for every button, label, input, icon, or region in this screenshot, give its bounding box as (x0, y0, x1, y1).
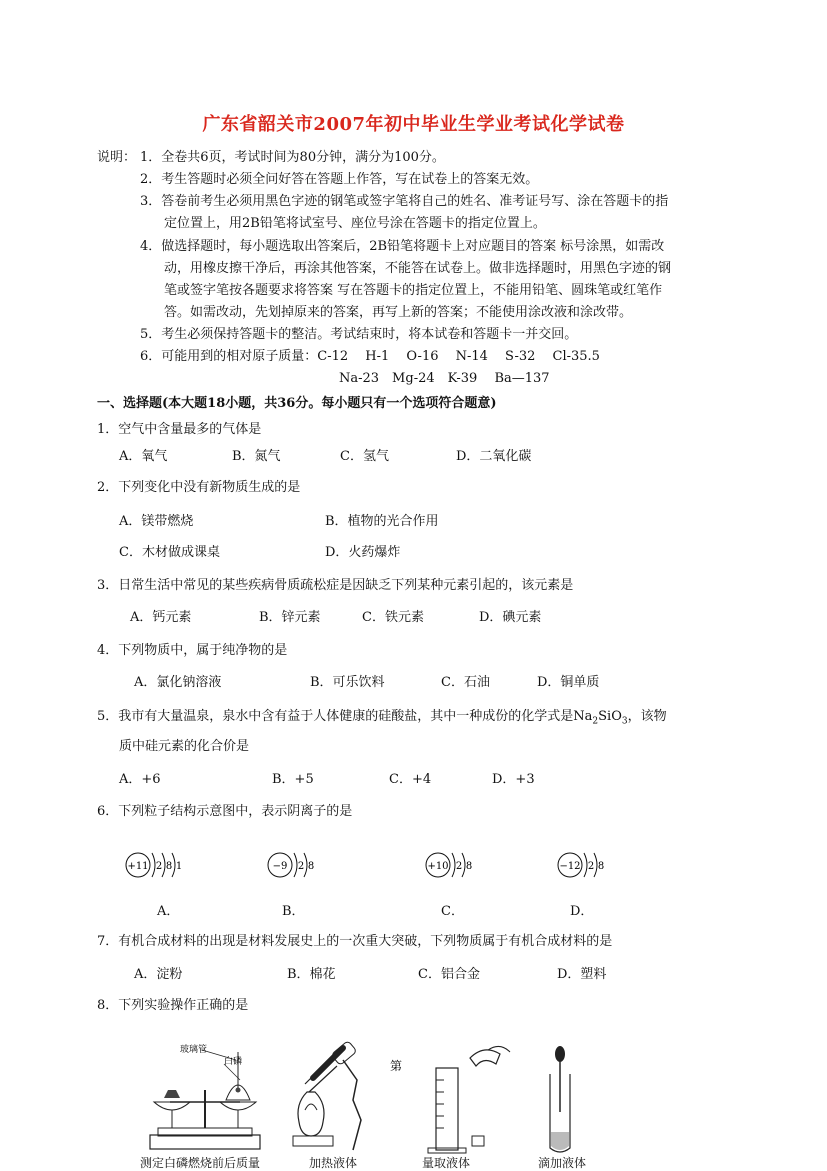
option-b: B．锌元素 (259, 610, 321, 625)
instruction-line: 5．考生必须保持答题卡的整洁。考试结束时，将本试卷和答题卡一并交回。 (140, 327, 578, 342)
question-stem: 1．空气中含量最多的气体是 (97, 422, 262, 437)
shell-electrons: 1 (175, 861, 183, 872)
nucleus-charge: +11 (127, 861, 149, 872)
atom-structure-diagram (264, 845, 344, 885)
question-stem: 6．下列粒子结构示意图中，表示阴离子的是 (97, 804, 353, 819)
figure-caption: 加热液体 (309, 1156, 358, 1170)
section-heading: 一、选择题(本大题18小题，共36分。每小题只有一个选项符合题意) (97, 396, 497, 411)
white-phosphorus-label: 白磷 (224, 1057, 243, 1067)
option-b: B．可乐饮料 (310, 675, 385, 690)
atom-structure-diagram (422, 845, 502, 885)
nucleus-charge: −9 (272, 861, 288, 872)
shell-electrons: 8 (597, 861, 605, 872)
option-a: A．+6 (119, 772, 161, 787)
shell-electrons: 8 (465, 861, 473, 872)
overlap-text: 第 (390, 1059, 403, 1073)
option-c: C．铝合金 (418, 967, 480, 982)
option-c: C．+4 (389, 772, 432, 787)
instruction-line: 4．做选择题时，每小题选取出答案后，2B铅笔将题卡上对应题目的答案 标号涂黑，如需改 (140, 239, 665, 254)
balance-diagram (140, 1040, 270, 1170)
shell-electrons: 8 (165, 861, 173, 872)
option-d: D．+3 (492, 772, 535, 787)
page-title: 广东省韶关市2007年初中毕业生学业考试化学试卷 (202, 114, 625, 135)
question-stem-continued: 质中硅元素的化合价是 (119, 739, 250, 754)
option-a: A．氯化钠溶液 (134, 675, 222, 690)
shell-electrons: 8 (307, 861, 315, 872)
option-a: A． (157, 904, 180, 919)
question-stem: 3．日常生活中常见的某些疾病骨质疏松症是因缺乏下列某种元素引起的，该元素是 (97, 578, 574, 593)
option-d: D．二氧化碳 (456, 449, 532, 464)
option-d: D． (570, 904, 594, 919)
shell-electrons: 2 (155, 861, 163, 872)
atom-structure-diagram (122, 845, 202, 885)
option-b: B． (282, 904, 305, 919)
figure-caption: 测定白磷燃烧前后质量 (140, 1156, 261, 1170)
dropping-liquid-diagram (505, 1040, 635, 1170)
option-c: C．石油 (441, 675, 490, 690)
option-d: D．塑料 (557, 967, 607, 982)
option-d: D．碘元素 (479, 610, 542, 625)
option-d: D．火药爆炸 (325, 545, 401, 560)
shell-electrons: 2 (297, 861, 305, 872)
option-c: C．氢气 (340, 449, 389, 464)
instruction-line: 1．全卷共6页，考试时间为80分钟，满分为100分。 (140, 150, 445, 165)
instruction-line: 2．考生答题时必须全问好答在答题上作答，写在试卷上的答案无效。 (140, 172, 539, 187)
instruction-line: 答。如需改动，先划掉原来的答案，再写上新的答案；不能使用涂改液和涂改带。 (164, 305, 633, 320)
option-a: A．淀粉 (134, 967, 183, 982)
instruction-line: 动，用橡皮擦干净后，再涂其他答案，不能答在试卷上。做非选择题时，用黑色字迹的钢 (164, 261, 672, 276)
instruction-line: 定位置上，用2B铅笔将试室号、座位号涂在答题卡的指定位置上。 (164, 216, 546, 231)
instructions-label: 说明： (97, 150, 137, 165)
option-d: D．铜单质 (537, 675, 600, 690)
question-stem: 2．下列变化中没有新物质生成的是 (97, 480, 301, 495)
nucleus-charge: −12 (559, 861, 581, 872)
option-a: A．氧气 (119, 449, 168, 464)
option-c: C． (441, 904, 464, 919)
instruction-line: Na-23 Mg-24 K-39 Ba—137 (339, 371, 550, 386)
option-b: B．棉花 (287, 967, 336, 982)
figure-caption: 滴加液体 (538, 1156, 587, 1170)
option-b: B．氮气 (232, 449, 281, 464)
option-b: B．植物的光合作用 (325, 514, 439, 529)
option-b: B．+5 (272, 772, 314, 787)
question-stem: 4．下列物质中，属于纯净物的是 (97, 643, 288, 658)
question-stem: 5．我市有大量温泉，泉水中含有益于人体健康的硅酸盐，其中一种成份的化学式是$Na_2SiO_3$，该物 (97, 709, 667, 727)
figure-caption: 量取液体 (422, 1156, 471, 1170)
option-c: C．木材做成课桌 (119, 545, 220, 560)
question-stem: 8．下列实验操作正确的是 (97, 998, 249, 1013)
chemical-formula: $Na_2SiO_3$ (573, 709, 628, 727)
instruction-line: 6．可能用到的相对原子质量：C-12 H-1 O-16 N-14 S-32 Cl-35.5 (140, 349, 600, 364)
glass-tube-label: 玻璃管 (180, 1045, 208, 1055)
instruction-line: 3．答卷前考生必须用黑色字迹的钢笔或签字笔将自己的姓名、准考证号写、涂在答题卡的指 (140, 194, 669, 209)
option-a: A．钙元素 (130, 610, 192, 625)
nucleus-charge: +10 (427, 861, 449, 872)
question-stem: 7．有机合成材料的出现是材料发展史上的一次重大突破，下列物质属于有机合成材料的是 (97, 934, 613, 949)
instruction-line: 笔或签字笔按各题要求将答案 写在答题卡的指定位置上，不能用铅笔、圆珠笔或红笔作 (164, 283, 663, 298)
option-c: C．铁元素 (362, 610, 424, 625)
option-a: A．镁带燃烧 (119, 514, 194, 529)
atom-structure-diagram (554, 845, 634, 885)
shell-electrons: 2 (455, 861, 463, 872)
shell-electrons: 2 (587, 861, 595, 872)
